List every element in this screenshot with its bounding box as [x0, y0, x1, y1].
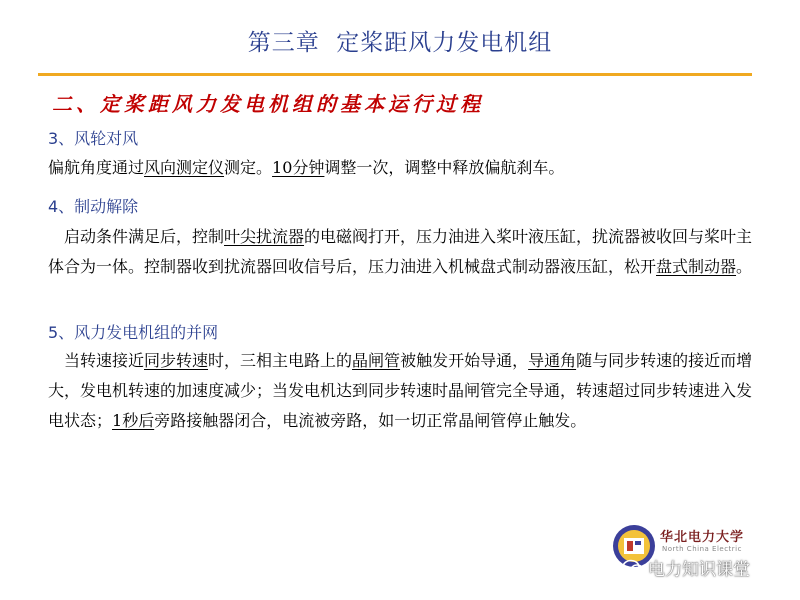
wechat-icon — [622, 559, 644, 577]
university-subtitle: North China Electric — [662, 545, 742, 553]
heading-grid-connection: 5、风力发电机组的并网 — [48, 323, 219, 342]
page-title: 第三章 定桨距风力发电机组 — [247, 30, 553, 56]
watermark — [622, 555, 792, 580]
heading-wind-alignment: 3、风轮对风 — [48, 129, 139, 148]
section-subtitle: 二、定桨距风力发电机组的基本运行过程 — [52, 92, 484, 116]
university-name: 华北电力大学 — [660, 530, 745, 545]
para-wind-alignment: 偏航角度通过风向测定仪测定。10分钟调整一次，调整中释放偏航刹车。 — [48, 158, 565, 177]
para-grid-connection: 当转速接近同步转速时，三相主电路上的晶闸管被触发开始导通，导通角随与同步转速的接近而增大，发电机转速的加速度减少；当发电机达到同步转速时晶闸管完全导通，转速超过同步转速进入发电状态；1秒后旁路接触器闭合，电流被旁路，如一切正常晶闸管停止触发。 — [48, 351, 753, 430]
watermark-text: 电力知识课堂 — [648, 560, 750, 580]
title-divider — [38, 73, 752, 76]
para-brake-release: 启动条件满足后，控制叶尖扰流器的电磁阀打开，压力油进入桨叶液压缸，扰流器被收回与桨叶主体合为一体。控制器收到扰流器回收信号后，压力油进入机械盘式制动器液压缸，松开盘式制动器。 — [48, 227, 753, 276]
heading-brake-release: 4、制动解除 — [48, 197, 139, 216]
